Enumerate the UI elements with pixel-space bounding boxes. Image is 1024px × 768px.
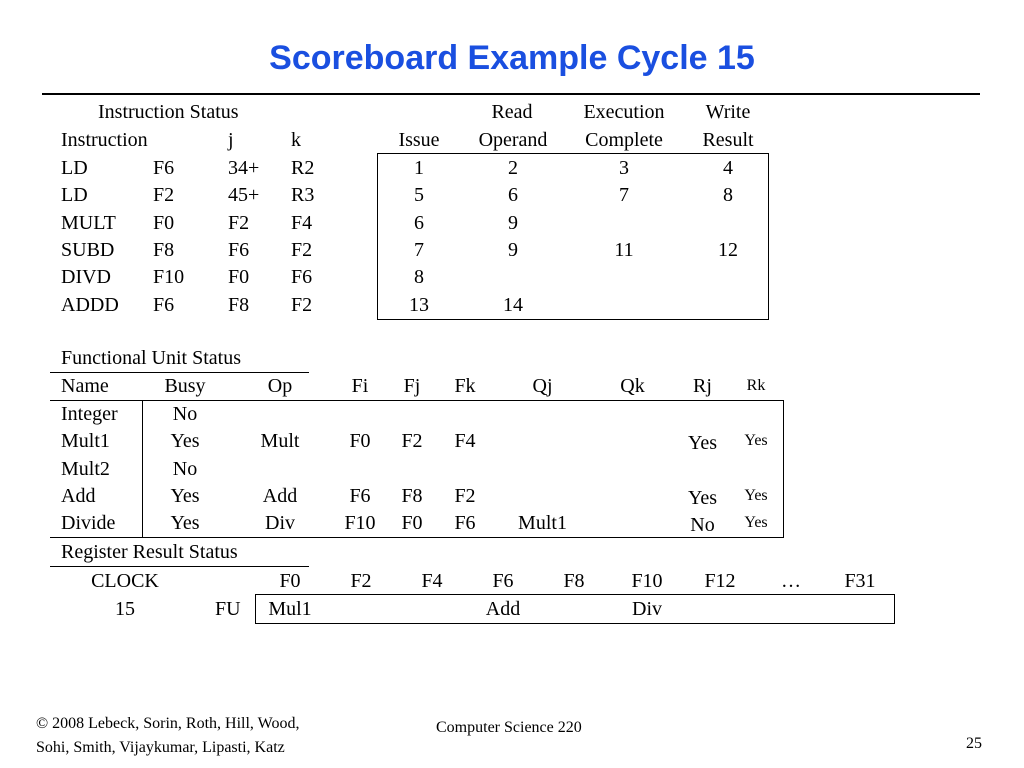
instr-j: F8 — [228, 293, 250, 316]
instr-j: F0 — [228, 266, 250, 289]
register-name: … — [781, 570, 801, 592]
register-fu-value: Div — [632, 598, 662, 620]
fu-fk: F2 — [454, 484, 476, 507]
copyright-line-2: Sohi, Smith, Vijaykumar, Lipasti, Katz — [36, 739, 285, 756]
fu-qj: Mult1 — [518, 512, 567, 535]
fu-op: Mult — [260, 430, 300, 453]
fu-rk: Yes — [744, 432, 768, 450]
instr-issue: 8 — [414, 266, 424, 289]
clock-label: CLOCK — [91, 570, 159, 592]
instr-read-operand: 2 — [508, 157, 518, 179]
fu-status-underline — [50, 372, 309, 373]
register-name: F2 — [350, 570, 372, 592]
register-name: F4 — [421, 570, 443, 592]
instr-dest: F6 — [153, 157, 175, 179]
instr-k: F2 — [291, 238, 313, 261]
instr-issue: 1 — [414, 157, 424, 179]
fu-bottom-underline — [50, 537, 142, 538]
fu-fi: F6 — [349, 484, 371, 507]
register-name: F10 — [631, 570, 663, 592]
register-fu-value: Add — [485, 598, 521, 620]
fu-header-name: Name — [61, 375, 109, 397]
instr-write-result: 4 — [723, 157, 733, 179]
fu-rj: Yes — [687, 432, 718, 455]
fu-fj: F2 — [401, 430, 423, 453]
register-name: F31 — [844, 570, 876, 592]
page-number: 25 — [966, 735, 982, 752]
fu-fj: F8 — [401, 484, 423, 507]
fu-fi: F0 — [349, 430, 371, 453]
instruction-status-label: Instruction Status — [98, 101, 239, 123]
fu-busy: No — [172, 403, 198, 425]
instr-j: F6 — [228, 238, 250, 261]
copyright-line-1: © 2008 Lebeck, Sorin, Roth, Hill, Wood, — [36, 715, 300, 732]
fu-header-rk: Rk — [746, 377, 766, 394]
header-operand: Operand — [478, 129, 548, 151]
header-execution: Execution — [583, 101, 665, 123]
fu-header-fk: Fk — [454, 375, 476, 397]
fu-name: Add — [61, 484, 96, 507]
instr-k: F2 — [291, 293, 313, 316]
register-name: F0 — [279, 570, 301, 592]
instr-j: F2 — [228, 211, 250, 234]
clock-value: 15 — [115, 598, 135, 620]
instr-op: SUBD — [61, 238, 115, 261]
header-complete: Complete — [585, 129, 663, 151]
header-instruction: Instruction — [61, 129, 148, 151]
fu-name: Mult2 — [61, 457, 110, 480]
fu-header-busy: Busy — [164, 375, 206, 397]
instr-op: ADDD — [61, 293, 119, 316]
fu-header-qk: Qk — [620, 375, 645, 397]
fu-name: Integer — [61, 403, 118, 425]
fu-row-label: FU — [215, 598, 241, 620]
instr-k: F4 — [291, 211, 313, 234]
fu-name: Mult1 — [61, 430, 110, 453]
fu-op: Div — [265, 512, 295, 535]
register-name: F12 — [704, 570, 736, 592]
fu-name-underline — [50, 400, 142, 401]
instr-write-result: 8 — [723, 184, 733, 207]
instr-j: 45+ — [228, 184, 260, 207]
fu-rj: Yes — [687, 486, 718, 509]
fu-fk: F4 — [454, 430, 476, 453]
fu-rj: No — [690, 514, 715, 537]
instr-read-operand: 6 — [508, 184, 518, 207]
instr-op: LD — [61, 157, 88, 179]
course-name: Computer Science 220 — [436, 719, 582, 736]
instr-exec-complete: 3 — [619, 157, 629, 179]
header-write: Write — [705, 101, 751, 123]
instr-dest: F0 — [153, 211, 175, 234]
header-read: Read — [491, 101, 533, 123]
fu-busy: Yes — [170, 512, 200, 535]
instr-op: LD — [61, 184, 88, 207]
fu-fj: F0 — [401, 512, 423, 535]
instr-op: DIVD — [61, 266, 111, 289]
instr-k: R3 — [291, 184, 315, 207]
fu-op: Add — [262, 484, 298, 507]
fu-header-fj: Fj — [403, 375, 421, 397]
header-issue: Issue — [398, 129, 440, 151]
fu-header-rj: Rj — [693, 375, 712, 397]
register-fu-value: Mul1 — [268, 598, 312, 620]
instr-issue: 5 — [414, 184, 424, 207]
fu-busy: Yes — [170, 430, 200, 453]
header-k: k — [291, 129, 301, 151]
instr-read-operand: 9 — [508, 238, 518, 261]
instr-op: MULT — [61, 211, 116, 234]
instr-issue: 13 — [409, 293, 429, 316]
instr-k: F6 — [291, 266, 313, 289]
fu-busy: Yes — [170, 484, 200, 507]
fu-name: Divide — [61, 512, 116, 535]
fu-rk: Yes — [744, 514, 768, 532]
instr-write-result: 12 — [718, 238, 738, 261]
header-result: Result — [702, 129, 754, 151]
instr-k: R2 — [291, 157, 315, 179]
instr-j: 34+ — [228, 157, 260, 179]
register-fu-box — [255, 594, 895, 624]
header-j: j — [228, 129, 234, 151]
instr-read-operand: 14 — [503, 293, 523, 316]
register-name: F8 — [563, 570, 585, 592]
title-rule — [42, 93, 980, 95]
instr-dest: F6 — [153, 293, 175, 316]
instr-exec-complete: 7 — [619, 184, 629, 207]
slide-title: Scoreboard Example Cycle 15 — [269, 39, 755, 77]
register-name: F6 — [492, 570, 514, 592]
instr-issue: 6 — [414, 211, 424, 234]
fu-header-fi: Fi — [351, 375, 369, 397]
instr-dest: F10 — [153, 266, 185, 289]
register-status-label: Register Result Status — [61, 541, 238, 563]
fu-rk: Yes — [744, 486, 768, 504]
fu-fk: F6 — [454, 512, 476, 535]
fu-busy: No — [172, 457, 198, 480]
instr-issue: 7 — [414, 238, 424, 261]
fu-status-label: Functional Unit Status — [61, 347, 241, 369]
instr-dest: F2 — [153, 184, 175, 207]
fu-header-op: Op — [267, 375, 293, 397]
fu-fi: F10 — [344, 512, 376, 535]
instr-read-operand: 9 — [508, 211, 518, 234]
instr-dest: F8 — [153, 238, 175, 261]
instr-exec-complete: 11 — [614, 238, 634, 261]
fu-header-qj: Qj — [532, 375, 553, 397]
register-status-underline — [50, 566, 309, 567]
